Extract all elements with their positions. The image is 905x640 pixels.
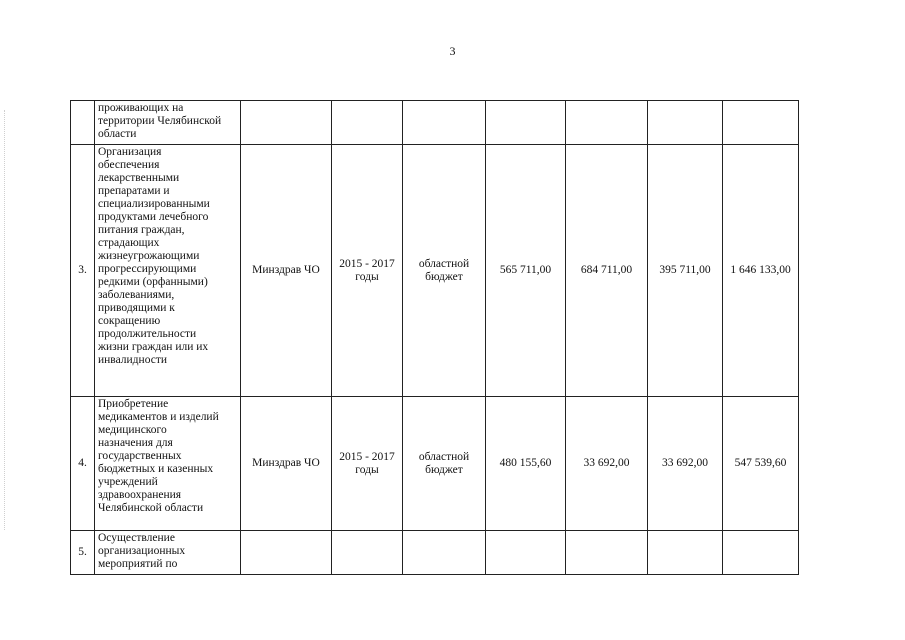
amount-2017: [648, 531, 723, 575]
table-row: [71, 145, 799, 397]
funding-source: областной бюджет: [403, 145, 486, 397]
amount-2017: 33 692,00: [648, 397, 723, 531]
program-activities-table: [70, 100, 799, 575]
row-number: [71, 101, 95, 145]
amount-2015: [486, 101, 566, 145]
funding-source: [403, 531, 486, 575]
row-number: 5.: [71, 531, 95, 575]
scan-edge-marks: [4, 110, 11, 530]
period: 2015 - 2017 годы: [332, 145, 403, 397]
amount-2015: [486, 531, 566, 575]
row-number: 4.: [71, 397, 95, 531]
executor: Минздрав ЧО: [241, 397, 332, 531]
executor: [241, 531, 332, 575]
amount-2016: [566, 101, 648, 145]
amount-total: [723, 101, 799, 145]
executor: [241, 101, 332, 145]
page-number: 3: [449, 44, 456, 58]
activity-description: Приобретение медикаментов и изделий медицинского назначения для государственных бюджетных и казенных учреждений здравоохранения Челябинской области: [95, 397, 241, 531]
amount-2016: [566, 531, 648, 575]
activity-description: Осуществление организационных мероприятий по: [95, 531, 241, 575]
period: [332, 101, 403, 145]
period: 2015 - 2017 годы: [332, 397, 403, 531]
amount-2016: 33 692,00: [566, 397, 648, 531]
amount-total: 1 646 133,00: [723, 145, 799, 397]
activity-description: проживающих на территории Челябинской области: [95, 101, 241, 145]
activity-description: Организация обеспечения лекарственными препаратами и специализированными продуктами лечебного питания граждан, страдающих жизнеугрожающими прогрессирующими редкими (орфанными) заболеваниями, приводящими к сокращению продолжительности жизни граждан или их инвалидности: [95, 145, 241, 397]
amount-2016: 684 711,00: [566, 145, 648, 397]
executor: Минздрав ЧО: [241, 145, 332, 397]
amount-total: 547 539,60: [723, 397, 799, 531]
table-row: [71, 101, 799, 145]
period: [332, 531, 403, 575]
amount-2017: [648, 101, 723, 145]
row-number: 3.: [71, 145, 95, 397]
amount-total: [723, 531, 799, 575]
amount-2017: 395 711,00: [648, 145, 723, 397]
amount-2015: 565 711,00: [486, 145, 566, 397]
funding-source: [403, 101, 486, 145]
funding-source: областной бюджет: [403, 397, 486, 531]
amount-2015: 480 155,60: [486, 397, 566, 531]
table-row: [71, 531, 799, 575]
table-row: [71, 397, 799, 531]
